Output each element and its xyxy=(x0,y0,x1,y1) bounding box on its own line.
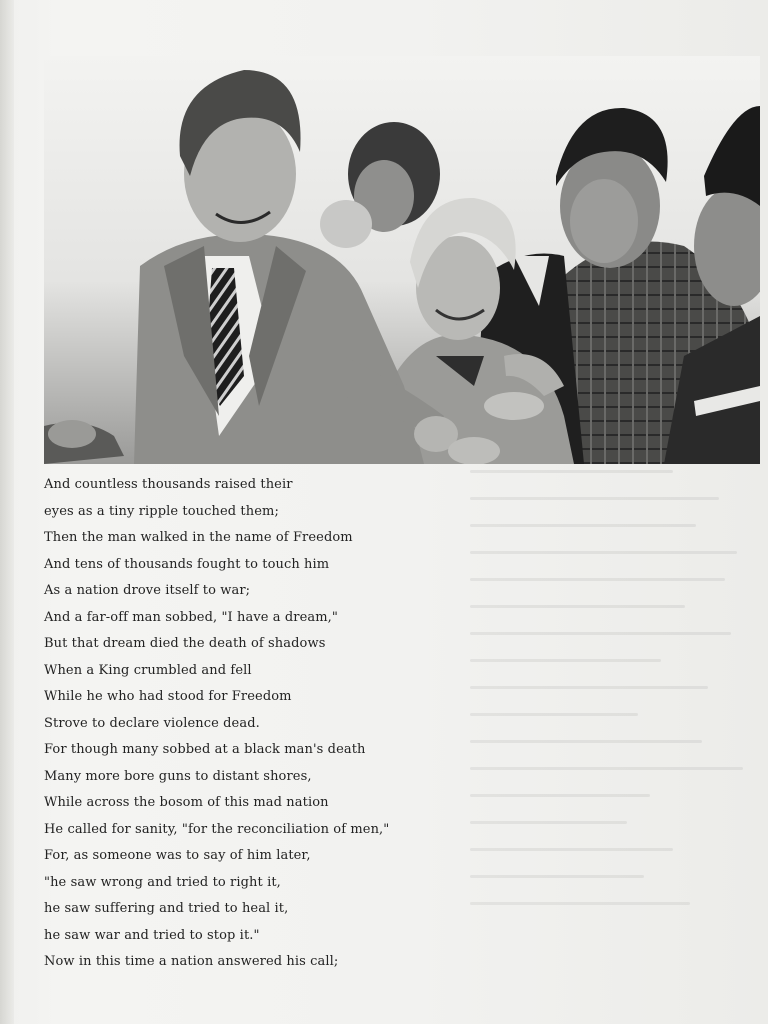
poem-line: For though many sobbed at a black man's death xyxy=(44,742,366,757)
poem-line: When a King crumbled and fell xyxy=(44,662,252,678)
poem-line: he saw suffering and tried to heal it, xyxy=(44,901,289,916)
poem-line: But that dream died the death of shadows xyxy=(44,636,326,651)
poem-line: He called for sanity, "for the reconciliation of men," xyxy=(44,821,390,837)
poem-line: Then the man walked in the name of Freedom xyxy=(44,530,353,545)
poem-line: And countless thousands raised their xyxy=(44,477,293,492)
crowd-photograph xyxy=(44,56,760,464)
photograph-icon xyxy=(44,56,760,464)
show-through-text xyxy=(470,470,760,950)
poem-line: While across the bosom of this mad nation xyxy=(44,795,329,810)
poem-line: "he saw wrong and tried to right it, xyxy=(44,874,281,890)
binding-edge xyxy=(0,0,14,1024)
poem-line: While he who had stood for Freedom xyxy=(44,689,292,704)
poem-text xyxy=(44,472,464,976)
poem-line: Strove to declare violence dead. xyxy=(44,715,260,731)
poem-line: Now in this time a nation answered his call; xyxy=(44,954,339,969)
poem-line: And a far-off man sobbed, "I have a dream," xyxy=(44,609,338,625)
poem-line: And tens of thousands fought to touch him xyxy=(44,556,330,572)
poem-line: Many more bore guns to distant shores, xyxy=(44,768,312,784)
poem-line: eyes as a tiny ripple touched them; xyxy=(44,503,279,519)
poem-line: For, as someone was to say of him later, xyxy=(44,848,311,863)
poem-line: he saw war and tried to stop it." xyxy=(44,927,260,943)
poem-line: As a nation drove itself to war; xyxy=(44,583,251,598)
